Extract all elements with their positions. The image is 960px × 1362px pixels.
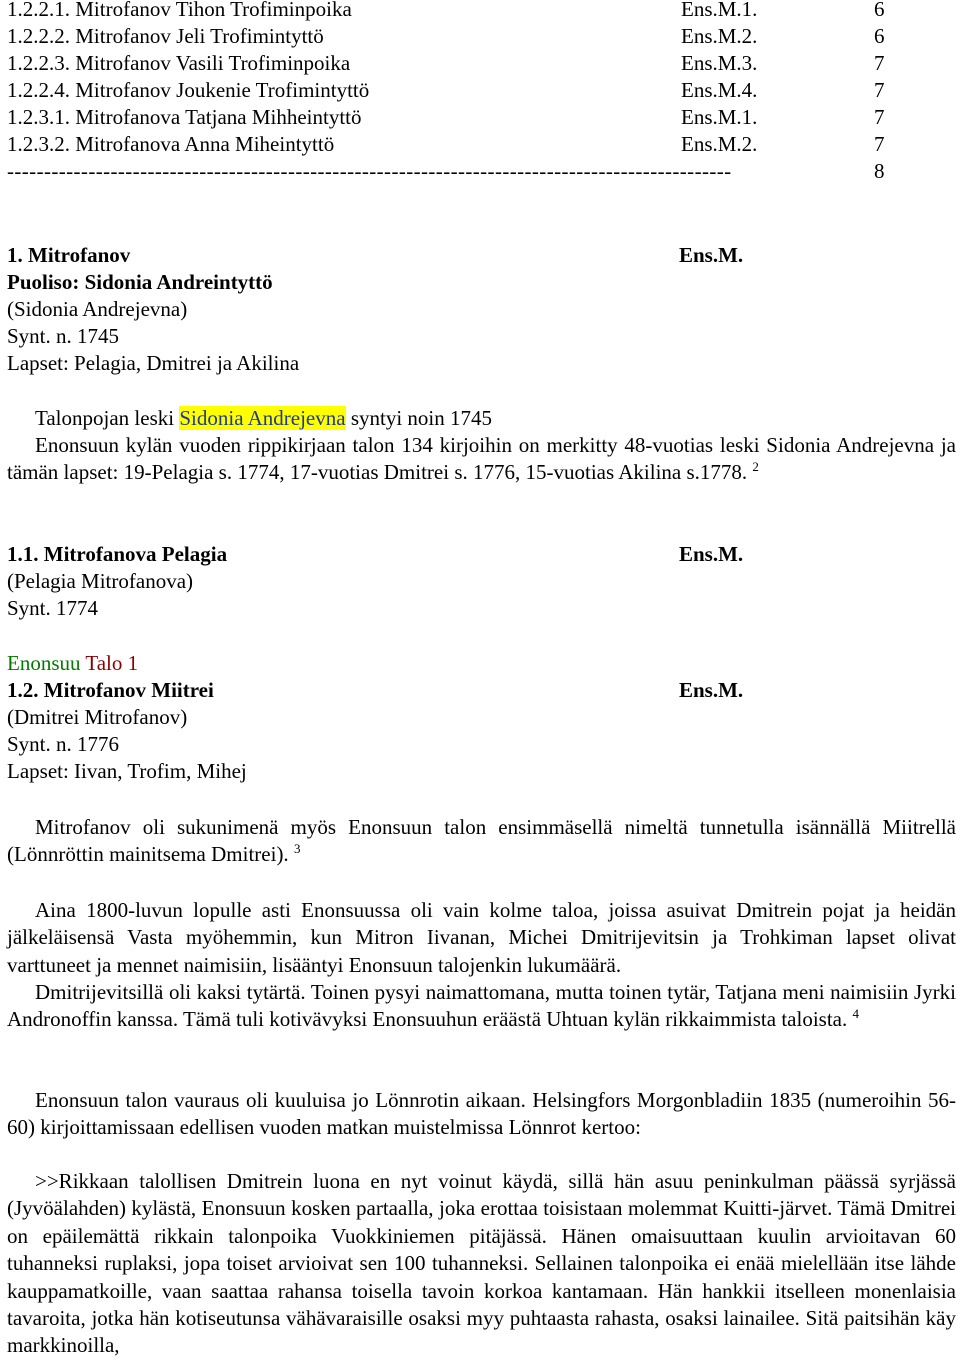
toc-page-number: 7 bbox=[874, 51, 885, 75]
alt-name: (Sidonia Andrejevna) bbox=[7, 297, 188, 321]
person-code: Ens.M. bbox=[679, 542, 744, 566]
person-heading: 1. Mitrofanov bbox=[7, 243, 131, 267]
place-line bbox=[7, 650, 138, 677]
toc-code: Ens.M.2. bbox=[681, 24, 758, 48]
person-heading: 1.2. Mitrofanov Miitrei bbox=[7, 678, 214, 702]
toc-page-number: 6 bbox=[874, 24, 885, 48]
paragraph-text: Talonpojan leski bbox=[35, 406, 180, 430]
toc-page-number: 7 bbox=[874, 78, 885, 102]
birth-line: Synt. 1774 bbox=[7, 596, 99, 620]
toc-code: Ens.M.1. bbox=[681, 0, 758, 21]
paragraph: Enonsuun talon vauraus oli kuuluisa jo Lönnrotin aikaan. Helsingfors Morgonbladiin 1835 (numeroihin 56-60) kirjoittamissaan edellisen vuoden matkan muistelmissa Lönnrot kertoo: bbox=[7, 1088, 956, 1140]
paragraph-text: Mitrofanov oli sukunimenä myös Enonsuun talon ensimmäsellä nimeltä tunnetulla isännällä Miitrellä (Lönnröttin mainitsema Dmitrei). bbox=[7, 815, 956, 867]
person-code: Ens.M. bbox=[679, 243, 744, 267]
toc-page-number: 7 bbox=[874, 105, 885, 129]
village-name: Enonsuu bbox=[7, 651, 81, 675]
children-line: Lapset: Pelagia, Dmitrei ja Akilina bbox=[7, 351, 300, 375]
footnote-marker[interactable]: 2 bbox=[752, 459, 759, 475]
toc-title: 1.2.2.4. Mitrofanov Joukenie Trofimintyttö bbox=[7, 78, 370, 102]
person-code: Ens.M. bbox=[679, 678, 744, 702]
toc-code: Ens.M.3. bbox=[681, 51, 758, 75]
toc-page-number: 7 bbox=[874, 132, 885, 156]
house-name: Talo 1 bbox=[85, 651, 139, 675]
children-line: Lapset: Iivan, Trofim, Mihej bbox=[7, 759, 247, 783]
toc-title: 1.2.3.1. Mitrofanova Tatjana Mihheintyttö bbox=[7, 105, 362, 129]
quote-paragraph: >>Rikkaan talollisen Dmitrein luona en nyt voinut käydä, sillä hän asuu peninkulman päässä syrjässä (Jyvöälahden) kylästä, Enonsuun kosken partaalla, joka erottaa toisistaan molemmat Kuitti-järvet. Tämä Dmitrei on epäilemättä rikkain talonpoika Vuokkiniemen pitäjässä. Hänen omaisuuttaan kuulin arvioitavan 60 tuhanneksi ruplaksi, jopa toiset arvioivat sen 100 tuhanneksi. Sellainen talonpoika ei enää mielellään itse lähde kauppamatkoille, vaan saattaa rahansa toisella tavoin korkoa kantamaan. Hän hankkii itselleen monenlaisia tavaroita, jotka hän kotiseutunsa vähävaraisille osaksi myy puhtaasta rahasta, osaksi lainailee. Sitä paitsihän käy markkinoilla, bbox=[7, 1169, 956, 1358]
footnote-marker[interactable]: 3 bbox=[293, 841, 301, 857]
paragraph bbox=[7, 814, 956, 869]
toc-code: Ens.M.2. bbox=[681, 132, 758, 156]
paragraph bbox=[35, 405, 492, 432]
highlighted-name: Sidonia Andrejevna bbox=[179, 406, 346, 430]
paragraph-text: syntyi noin 1745 bbox=[345, 406, 492, 430]
paragraph-text: Dmitrijevitsillä oli kaksi tytärtä. Toinen pysyi naimattomana, mutta toinen tytär, Tatjana meni naimisiin Jyrki Andronoffin kanssa. Tämä tuli kotivävyksi Enonsuuhun eräästä Uhtuan kylän rikkaimmista taloista. bbox=[7, 980, 956, 1032]
paragraph bbox=[7, 432, 956, 487]
paragraph bbox=[7, 979, 956, 1034]
toc-title: 1.2.2.3. Mitrofanov Vasili Trofiminpoika bbox=[7, 51, 351, 75]
paragraph-text: Enonsuun kylän vuoden rippikirjaan talon 134 kirjoihin on merkitty 48-vuotias leski Sidonia Andrejevna ja tämän lapset: 19-Pelagia s. 1774, 17-vuotias Dmitrei s. 1776, 15-vuotias Akilina s.1778. bbox=[7, 433, 956, 485]
toc-separator: -------------------------------------------------------------------------------------------------- bbox=[7, 159, 732, 183]
toc-title: 1.2.2.2. Mitrofanov Jeli Trofimintyttö bbox=[7, 24, 324, 48]
toc-title: 1.2.3.2. Mitrofanova Anna Miheintyttö bbox=[7, 132, 335, 156]
toc-page-number: 6 bbox=[874, 0, 885, 21]
spouse-line: Puoliso: Sidonia Andreintyttö bbox=[7, 270, 273, 294]
person-heading: 1.1. Mitrofanova Pelagia bbox=[7, 542, 228, 566]
toc-page-number: 8 bbox=[874, 159, 885, 183]
alt-name: (Pelagia Mitrofanova) bbox=[7, 569, 194, 593]
toc-code: Ens.M.4. bbox=[681, 78, 758, 102]
birth-line: Synt. n. 1745 bbox=[7, 324, 120, 348]
toc-title: 1.2.2.1. Mitrofanov Tihon Trofiminpoika bbox=[7, 0, 352, 21]
toc-code: Ens.M.1. bbox=[681, 105, 758, 129]
footnote-marker[interactable]: 4 bbox=[852, 1006, 859, 1022]
birth-line: Synt. n. 1776 bbox=[7, 732, 120, 756]
paragraph: Aina 1800-luvun lopulle asti Enonsuussa oli vain kolme taloa, joissa asuivat Dmitrein pojat ja heidän jälkeläisensä Vasta myöhemmin, kun Mitron Iivanan, Michei Dmitrijevitsin ja Trohkiman lapset olivat varttuneet ja mennet naimisiin, lisääntyi Enonsuun talojenkin lukumäärä. bbox=[7, 898, 956, 977]
alt-name: (Dmitrei Mitrofanov) bbox=[7, 705, 188, 729]
